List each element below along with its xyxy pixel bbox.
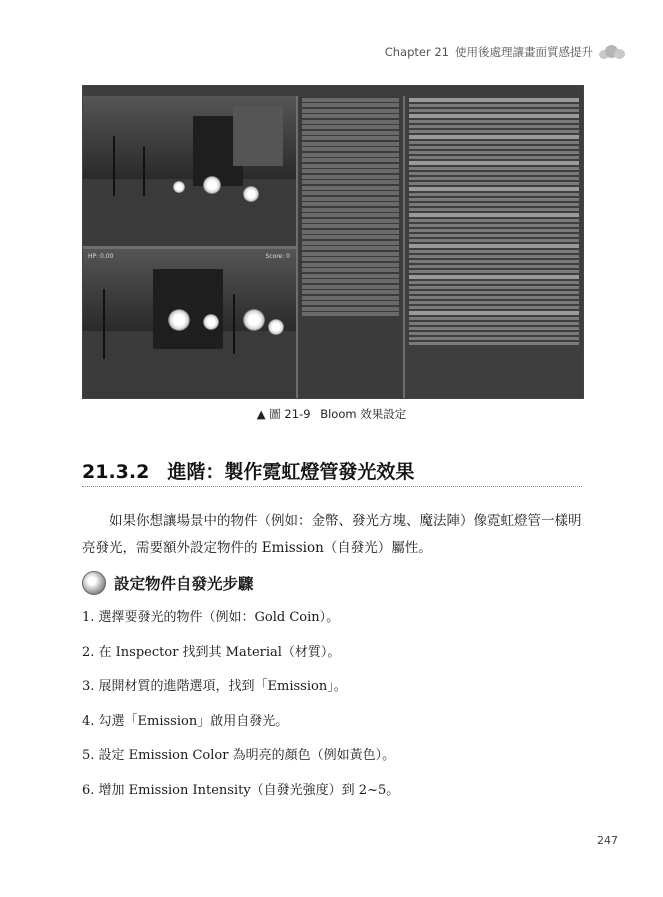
- section-divider: [82, 486, 582, 487]
- steps-list: [82, 608, 399, 815]
- scene-view: [83, 96, 296, 246]
- subheading: [82, 571, 254, 595]
- inspector-panel: [405, 96, 583, 398]
- section-title: 進階：製作霓虹燈管發光效果: [167, 461, 415, 483]
- caption-marker: ▲: [256, 407, 266, 421]
- list-item: 2. 在 Inspector 找到其 Material（材質）。: [82, 644, 341, 660]
- score-readout: Score: 0: [265, 253, 290, 260]
- caption-text: Bloom 效果設定: [320, 407, 407, 421]
- list-item: 5. 設定 Emission Color 為明亮的顏色（例如黃色）。: [82, 748, 396, 763]
- cloud-icon: [599, 45, 625, 59]
- section-heading: [82, 457, 414, 484]
- caption-label: 圖 21-9: [269, 407, 311, 421]
- list-item: 6. 增加 Emission Intensity（自發光強度）到 2~5。: [82, 782, 400, 798]
- body-paragraph: 如果你想讓場景中的物件（例如：金幣、發光方塊、魔法陣）像霓虹燈管一樣明亮發光，需要額外設定物件的 Emission（自發光）屬性。: [82, 513, 582, 556]
- section-number: 21.3.2: [82, 461, 150, 483]
- gear-icon: [82, 571, 106, 595]
- list-item: 1. 選擇要發光的物件（例如：Gold Coin）。: [82, 610, 340, 625]
- running-header: [385, 44, 625, 60]
- hp-readout: HP: 0.00: [88, 253, 114, 260]
- editor-toolbar: [83, 86, 583, 96]
- game-view: [83, 249, 296, 398]
- chapter-title: 使用後處理讓畫面質感提升: [455, 45, 593, 59]
- list-item: 3. 展開材質的進階選項，找到「Emission」。: [82, 679, 347, 694]
- subheading-text: 設定物件自發光步驟: [114, 575, 254, 593]
- figure-caption: [0, 406, 663, 422]
- page-number: 247: [597, 834, 618, 847]
- unity-editor-screenshot: [82, 85, 584, 399]
- list-item: 4. 勾選「Emission」啟用自發光。: [82, 713, 289, 729]
- chapter-label: Chapter 21: [384, 45, 449, 59]
- hierarchy-panel: [298, 96, 403, 398]
